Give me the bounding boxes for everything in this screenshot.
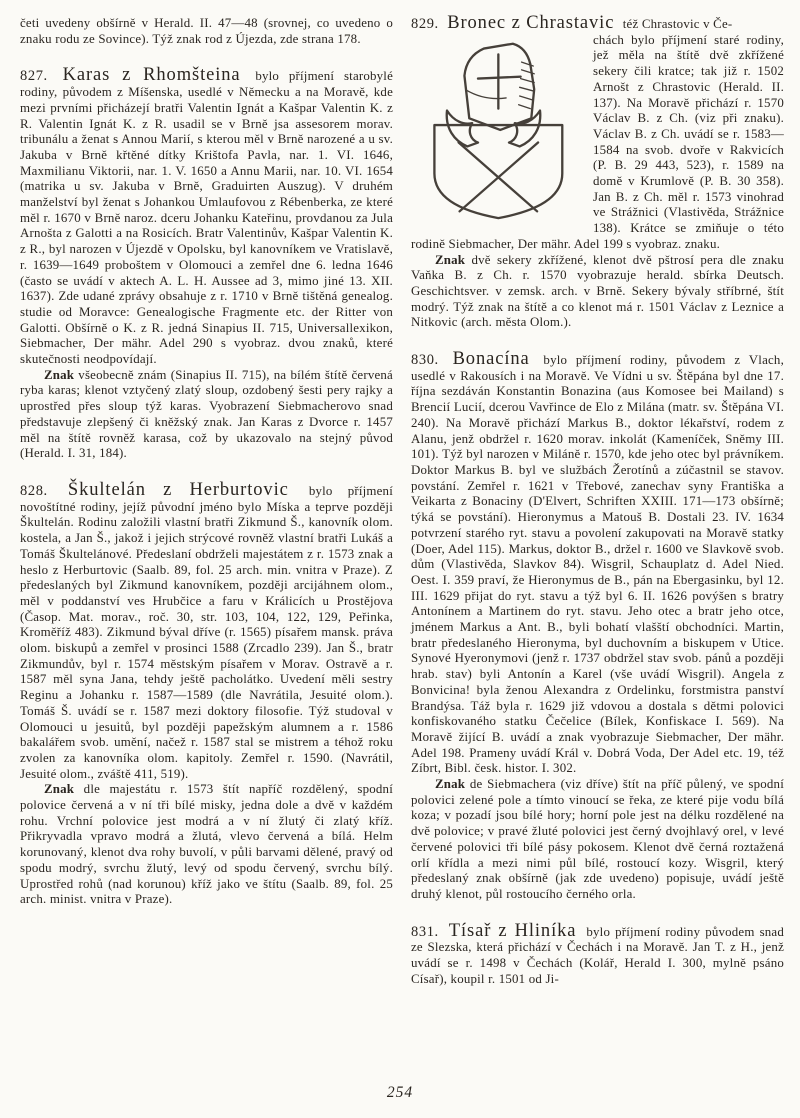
- entry-829-znak-label: Znak: [435, 252, 466, 267]
- coat-of-arms-illustration: [411, 35, 583, 221]
- right-column: [411, 13, 784, 987]
- entry-829-heading-line: [411, 13, 784, 33]
- entry-831-body-text: bylo příjmení rodiny původem snad ze Slezska, která přichází v Čechách i na Moravě. Jan T. z H., jenž uvádí se r. 1498 v Čechách (Kolář, Herald I. 300, mylně psáno Císař), koupil r. 1501 od Ji-: [411, 924, 784, 986]
- entry-827-number: 827.: [20, 68, 48, 85]
- entry-831-tisar-z-hlinika: [411, 920, 784, 988]
- entry-830-znak-text: de Siebmachera (viz dříve) štít na příč půlený, ve spodní polovici zelené pole a tímto vinoucí se řeka, ze které pije vodu bílá koza; v pozadí jsou bílé hory; horní pole jest na délku rozdělené na dvě polovice; v pravé žluté polovici jest černý dvojhlavý orel, v levé červené polovici tři bílé pásy pokosem. Klenot dvě černá roztažená orlí křídla a mezi nimi půl bílé, rostoucí kozy. Wisgril, který předeslaný znak obšírně (jak zde uvedeno) popisuje, uvádí ještě druhý klenot, půl rostoucího černého orla.: [411, 777, 784, 901]
- entry-827-znak-paragraph: [20, 368, 393, 462]
- entry-827-znak-label: Znak: [44, 367, 75, 382]
- entry-828-body-text: bylo příjmení novoštítné rodiny, jejíž původní jméno bylo Míska a teprve později Škultelán. Rodinu založili vlastní bratři Zikmund Š., kanovník olom. kostela, a Jan Š., jakož i jejich strýcové rovněž vlastní bratři Lukáš a Tomáš Škultelánové. Předeslaní obdrželi majestátem z r. 1573 znak a heslo z Herburtovic (Saalb. 89, fol. 25 arch. min. vnitra v Praze). Z předeslaných byl Zikmund kanovníkem, později arcijáhnem olom., měl v poddanství ves Hrubčice a faru v Králicích u Prostějova (Časop. Mat. morav., roč. 30, str. 103, 104, 122, 129, Peřinka, Kroměříž 483). Zikmund býval dříve (r. 1565) písařem mansk. práva olom. biskupů a zemřel v prosinci 1588 (Zrcadlo 239). Jan Š., bratr Zikmundův, byl r. 1574 městským písařem v Morav. Ostravě a r. 1587 měl syna Jana, tehdy ještě pacholátko. Uvedení měli sestry Reginu a Johanku r. 1587—1589 (dle Navrátila, Jesuité olom.). Tomáš Š. uvádí se r. 1587 mezi doktory filosofie. Týž studoval v Olomouci u jesuitů, byl později papežským alumnem a r. 1586 bakalářem svob. umění, načež r. 1587 stal se mistrem a téhož roku zvolen za kanovníka olom. kapitoly. Zemřel r. 1590. (Navrátil, Jesuité olom., zváště 411, 519).: [20, 483, 393, 781]
- entry-830-bonacina: [411, 349, 784, 903]
- entry-830-body-text: bylo příjmení rodiny, původem z Vlach, usedlé v Rakousích i na Moravě. Ve Vídni u sv. Štěpána byl dne 17. října sezdáván Konstantin Bonazina (aus Komosee bei Mailand) s Brencií Lucií, dcerou Vavřince de Elo z Milána (matr. sv. Štěpána VI. 240). Na Moravě přichází Markus B., doktor lékařství, rodem z Alanu, jenž obdržel r. 1620 morav. inkolát (Kameníček, Sněmy III. 101). Týž byl narozen v Miláně r. 1570, kde jeho otec byl právníkem. Doktor Markus B. byl ve službách Žerotínů a zúčastnil se stavov. povstání. Zemřel r. 1621 v Třebové, zanechav syny Františka a Veikarta z Bonaciny (D'Elvert, Schriften XXIII. 171—173 obšírně; týká se povstání). Hieronymus a Matouš B. Dostali 23. IV. 1634 potvrzení starého ryt. stavu a povolení zakupovati na Moravě statky (Doer, Adel 115). Markus, doktor B., držel r. 1600 ve Slavkově svob. dům (Vlastivěda, Slavkov 84). Wisgril, Schauplatz d. Adel Nied. Oest. I. 359 praví, že Hieronymus de B., pán na Ebergasinku, byl 12. III. 1629 přijat do ryt. stavu a týž byl 6. II. 1626 povýšen s bratry Antonínem a Martinem do ryt. stavu. Jeho otec a bratr jeho otce, jménem Markus a Ant. B., byli bohatí vlašští obchodníci. Martin, bratr předeslaného Hieronyma, byl duchovním a biskupem v Utice. Synové Hyeronymovi (jenž r. 1737 obdržel stav svob. pánů a později hrab. stav) byli Antonín a Karel (vše uvádí Wisgril). Angela z Bonvicina! byla ženou Alexandra z Ordelinku, forstmistra panství Brandýsa. Táž byla r. 1629 již vdovou a dostala s dětmi polovici konfiskovaného statku Čečelice (Bílek, Konfiskace I. 569). Na Moravě žijící B. uvádí a znak vyobrazuje Siebmacher, Der mähr. Adel 198. Prameny uvádí Král v. Dobrá Voda, Der Adel etc. 19, též Zíbrt, Bibl. česk. histor. I. 302.: [411, 353, 784, 776]
- continuation-paragraph: [20, 16, 393, 47]
- entry-829-number: 829.: [411, 16, 439, 32]
- entry-830-znak-label: Znak: [435, 777, 466, 792]
- entry-829-name: Bronec z Chrastavic: [447, 13, 615, 33]
- coat-of-arms-crossed-axes-helmet-icon: [411, 35, 576, 221]
- page-number: 254: [386, 1084, 414, 1101]
- entry-828-number: 828.: [20, 482, 48, 499]
- entry-828-znak-label: Znak: [44, 782, 75, 797]
- entry-830-znak-paragraph: [411, 777, 784, 903]
- entry-828-znak-paragraph: [20, 782, 393, 908]
- entry-829-body-lead: též Chrastovic v Če-: [622, 17, 733, 31]
- entry-827-body-text: bylo příjmení starobylé rodiny, původem z Míšenska, usedlé v Německu a na Moravě, kde mezi prvními přicházejí bratři Valentin Ignát a Kašpar Valentin K. z R. Valentin Ignát K. z R. usadil se v Brně jsa assesorem morav. tribunálu a ženat s Annou Marií, s kterou měl v Brně narozené a u sv. Jakuba v Brně křtěné dítky Krištofa Pavla, nar. 1. VI. 1646, Maxmilianu Viktorii, nar. 1. V. 1650 a Annu Marii, nar. 10. VI. 1654 (matrika u sv. Jakuba v Brně, Graduirten Auszug). V druhém manželství byl ženat s Johankou Umlaufovou z Rébenberka, ze které měl r. 1670 v Brně naroz. dceru Johanku Kateřinu, provdanou za Jula Arnošta z Galotti a na Rosicích. Bratr Valentinův, Kašpar Valentin K. z R., byl narozen v Újezdě v Opolsku, byl kanovníkem ve Vratislavě, r. 1639—1649 proboštem v Olomouci a zemřel dne 6. ledna 1646 (často se uvádí v aktech A. L. H. Aussee ad 3, mimo jiné 13. XII. 1637). Zde udané zprávy obsahuje z r. 1710 v Brně tištěná genealog. studie od Moravce: Genealogische Fragmente etc. der Ritter von Galotti. Obšírně o K. z R. jedná Sinapius II. 715, Universallexikon, Siebmacher, Der mähr. Adel 290 s vyobraz. dvou znaků, které skutečnosti neodpovídají.: [20, 69, 394, 367]
- entry-829-znak-paragraph: [411, 253, 784, 332]
- entry-827-body-paragraph: [20, 65, 394, 367]
- entry-829-znak-text: dvě sekery zkřížené, klenot dvě pštrosí pera dle znaku Vaňka B. z Ch. r. 1570 vyobrazuje herald. sbírka Deutsch. Geschichtsver. v zemsk. arch. v Brně. Sekery bývaly stříbrné, štít modrý. Týž znak na štítě a co klenot má r. 1501 Václav z Leznice a Nitkovic (arch. města Olom.).: [411, 252, 784, 330]
- entry-827-znak-text: všeobecně znám (Sinapius II. 715), na bílém štítě červená ryba karas; klenot vztyčený zlatý sloup, ozdobený šesti pery rajky a uprostřed přes sloup týž karas. Vyobrazení Siebmacherovo snad představuje zlepšený či kněžský znak. Jan Karas z Dvorce r. 1457 měl na štítě rovněž karasa, což by ukazovalo na stejný původ (Herald. I. 31, 184).: [20, 367, 393, 461]
- entry-830-body-paragraph: [411, 349, 784, 777]
- entry-831-number: 831.: [411, 923, 439, 940]
- entry-831-name: Tísař z Hliníka: [448, 920, 577, 941]
- entry-828-name: Škultelán z Herburtovic: [67, 479, 289, 500]
- entry-827-karas-z-rhomsteina: [20, 65, 394, 462]
- entry-828-znak-text: dle majestátu r. 1573 štít napříč rozdělený, spodní polovice červená a v ní tři bílé misky, jedna dole a dvě v každém rohu. Vrchní polovice jest modrá a v ní žlutý či zlatý kříž. Přikryvadla vpravo modrá a žlutá, vlevo červená a bílá. Helm korunovaný, klenot dva rohy buvolí, v půli barvami dělené, pravý od spodu modrý, svrchu žlutý, levý od spodu červený, svrchu bílý. Uprostřed rohů (nad korunou) kříž jako ve štítu (Saalb. 89, fol. 25 arch. minist. vnitra v Praze).: [20, 782, 393, 907]
- entry-829-body-text: chách bylo příjmení staré rodiny, jež měla na štítě dvě zkřížené sekery čili kratce; tak již r. 1502 Arnošt z Chrastovic (Herald. II. 137). Na Moravě přichází r. 1570 Václav B. z Ch. (viz při znaku). Václav B. z Ch. uvádí se r. 1583—1584 na svob. dvoře v Rakvicích (P. B. 29 443, 523), r. 1589 na domě v Krumlově (P. B. 30 358). Jan B. z Ch. měl r. 1573 vinohrad ve Strážnici (Vlastivěda, Strážnice 138). Krátce se zmiňuje o této rodině Siebmacher, Der mähr. Adel 199 s vyobraz. znaku.: [411, 32, 784, 251]
- entry-830-number: 830.: [411, 352, 439, 369]
- entry-830-name: Bonacína: [452, 349, 530, 370]
- entry-829-bronec-z-chrastavic: [411, 13, 784, 331]
- entry-827-name: Karas z Rhomšteina: [62, 65, 241, 86]
- entry-828-skultelan-z-herburtovic: [20, 479, 393, 908]
- entry-831-body-paragraph: [411, 920, 784, 988]
- entry-829-body-paragraph: [411, 33, 784, 253]
- entry-828-body-paragraph: [20, 479, 393, 782]
- left-column: [20, 16, 393, 987]
- continuation-text: četi uvedeny obšírně v Herald. II. 47—48 (srovnej, co uvedeno o znaku rodu ze Sovince). Týž znak rod z Újezda, zde strana 178.: [20, 16, 393, 46]
